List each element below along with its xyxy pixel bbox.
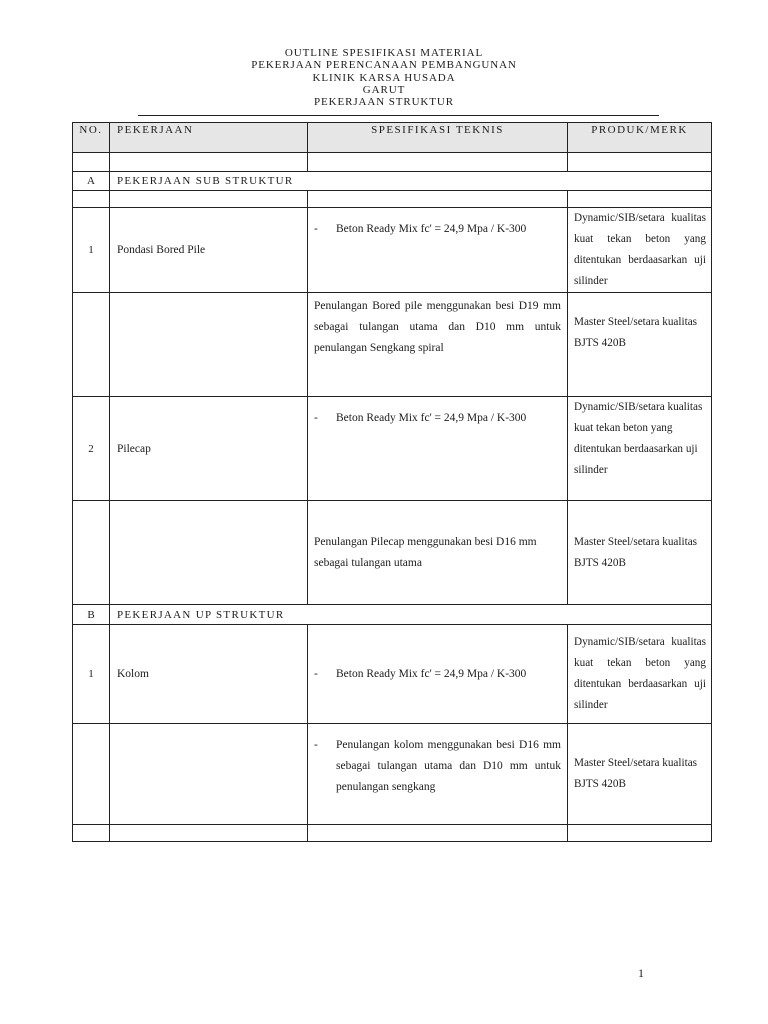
a2-spec-cell — [308, 397, 568, 501]
section-b-title: PEKERJAAN UP STRUKTUR — [110, 605, 712, 625]
a2-no: 2 — [73, 397, 110, 501]
a2-spec: Beton Ready Mix fc' = 24,9 Mpa / K-300 — [336, 412, 527, 424]
a1-spec-cell — [308, 208, 568, 293]
page-number: 1 — [638, 966, 644, 980]
a1-no: 1 — [73, 208, 110, 293]
column-header-spesifikasi: SPESIFIKASI TEKNIS — [308, 123, 568, 153]
header-rule — [138, 115, 659, 116]
table-row-b1-reinforcement — [73, 724, 712, 825]
column-header-produk: PRODUK/MERK — [568, 123, 712, 153]
a2b-spec: Penulangan Pilecap menggunakan besi D16 mm sebagai tulangan utama — [308, 501, 568, 605]
column-header-no: NO. — [73, 123, 110, 153]
header-project: PEKERJAAN PERENCANAAN PEMBANGUNAN — [251, 59, 517, 72]
b1b-spec-cell — [308, 724, 568, 825]
section-a-title: PEKERJAAN SUB STRUKTUR — [110, 172, 712, 191]
section-b-no: B — [73, 605, 110, 625]
b1-spec-dash: - — [314, 667, 318, 680]
header-clinic: KLINIK KARSA HUSADA — [312, 71, 456, 84]
b1-product: Dynamic/SIB/setara kualitas kuat tekan beton yang ditentukan berdaasarkan uji silinder — [568, 625, 712, 724]
table-row-empty — [73, 191, 712, 208]
b1b-spec: Penulangan kolom menggunakan besi D16 mm sebagai tulangan utama dan D10 mm untuk penulangan sengkang — [336, 739, 561, 793]
section-a-no: A — [73, 172, 110, 191]
a1b-spec: Penulangan Bored pile menggunakan besi D19 mm sebagai tulangan utama dan D10 mm untuk penulangan Sengkang spiral — [308, 293, 568, 397]
b1b-spec-dash: - — [314, 739, 318, 751]
header-title: OUTLINE SPESIFIKASI MATERIAL — [284, 47, 484, 59]
header-city: GARUT — [362, 83, 406, 96]
table-row-a2 — [73, 397, 712, 501]
a1b-product: Master Steel/setara kualitas BJTS 420B — [568, 293, 712, 397]
table-row-a1-reinforcement — [73, 293, 712, 397]
document-header — [0, 47, 768, 108]
b1-spec: Beton Ready Mix fc' = 24,9 Mpa / K-300 — [336, 667, 527, 680]
table-row-section-b — [73, 605, 712, 625]
a1-spec: Beton Ready Mix fc' = 24,9 Mpa / K-300 — [336, 223, 527, 235]
table-row-a2-reinforcement — [73, 501, 712, 605]
table-header-row — [73, 123, 712, 153]
table-row-b1 — [73, 625, 712, 724]
a2b-product: Master Steel/setara kualitas BJTS 420B — [568, 501, 712, 605]
table-row-empty — [73, 153, 712, 172]
a2-spec-dash: - — [314, 412, 318, 424]
b1-spec-cell — [308, 625, 568, 724]
table-row-empty — [73, 825, 712, 842]
table-row-section-a — [73, 172, 712, 191]
a1-spec-dash: - — [314, 223, 318, 235]
column-header-pekerjaan: PEKERJAAN — [110, 123, 308, 153]
a2-product: Dynamic/SIB/setara kualitas kuat tekan beton yang ditentukan berdaasarkan uji silinder — [568, 397, 712, 501]
b1-no: 1 — [73, 625, 110, 724]
a1-item: Pondasi Bored Pile — [110, 208, 308, 293]
b1-item: Kolom — [110, 625, 308, 724]
specification-table — [72, 122, 712, 842]
a1-product: Dynamic/SIB/setara kualitas kuat tekan beton yang ditentukan berdaasarkan uji silinder — [568, 208, 712, 293]
b1b-product: Master Steel/setara kualitas BJTS 420B — [568, 724, 712, 825]
table-row-a1 — [73, 208, 712, 293]
header-scope: PEKERJAAN STRUKTUR — [314, 96, 454, 109]
a2-item: Pilecap — [110, 397, 308, 501]
